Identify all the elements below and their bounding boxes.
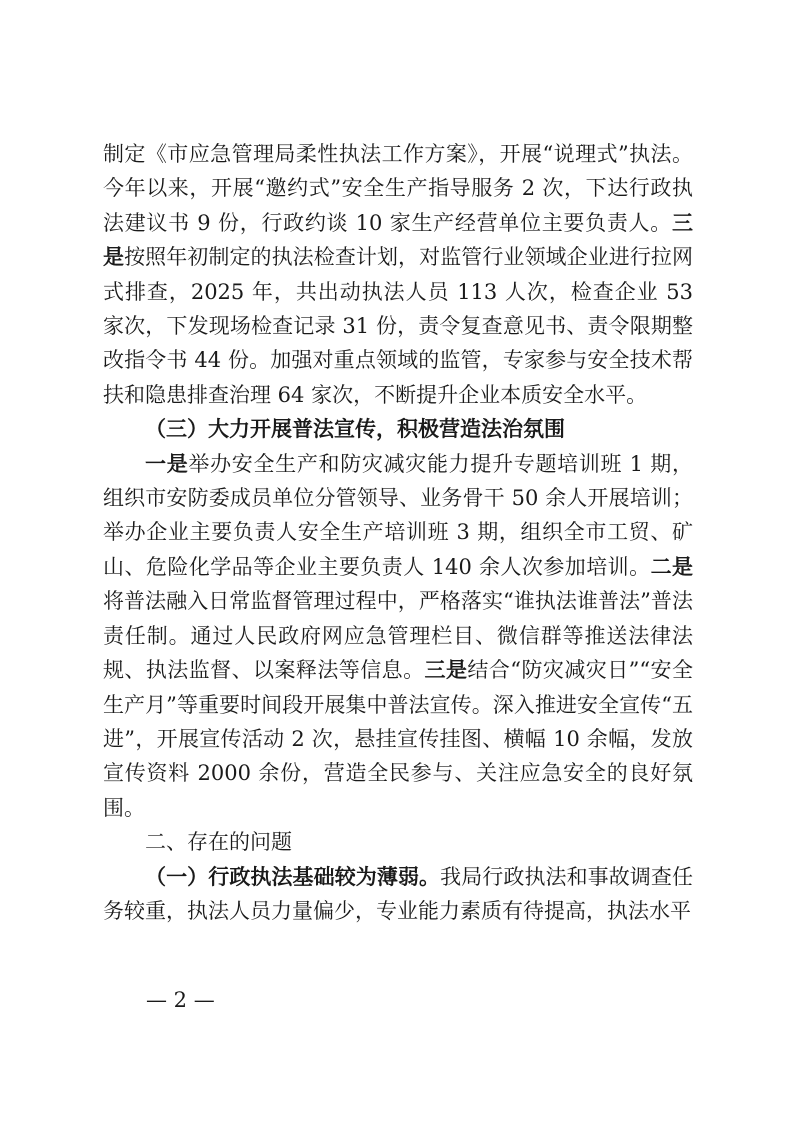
section-heading-problems: 二、存在的问题 <box>145 830 292 855</box>
bold-lead: 三是 <box>424 658 468 683</box>
section-heading-legal-publicity: （三）大力开展普法宣传，积极营造法治氛围 <box>145 417 565 442</box>
body-text <box>103 137 693 928</box>
page-number: — 2 — <box>146 988 215 1012</box>
paragraph-text: 我局行政执法和事故调查任务较重，执法人员力量偏少，专业能力素质有待提高，执法水平 <box>103 864 694 923</box>
bold-lead: （一）行政执法基础较为薄弱。 <box>145 864 441 889</box>
paragraph-text: 结合“防灾减灾日”“安全生产月”等重要时间段开展集中普法宣传。深入推进安全宣传“五进”，开展宣传活动 2 次，悬挂宣传挂图、横幅 10 余幅，发放宣传资料 2000 余份，营造全民参与、关注应急安全的良好氛围。 <box>103 658 693 820</box>
paragraph-text: 举办安全生产和防灾减灾能力提升专题培训班 1 期，组织市安防委成员单位分管领导、业务骨干 50 余人开展培训；举办企业主要负责人安全生产培训班 3 期，组织全市工贸、矿山、危险化学品等企业主要负责人 140 余人次参加培训。 <box>103 451 693 579</box>
paragraph-enforcement-continued <box>103 137 693 412</box>
paragraph-text: 按照年初制定的执法检查计划，对监管行业领域企业进行拉网式排查，2025 年，共出动执法人员 113 人次，检查企业 53 家次，下发现场检查记录 31 份，责令复查意见书、责令限期整改指令书 44 份。加强对重点领域的监管，专家参与安全技术帮扶和隐患排查治理 64 家次，不断提升企业本质安全水平。 <box>103 245 694 407</box>
paragraph-problems <box>103 860 693 929</box>
bold-lead: 一是 <box>145 451 189 476</box>
paragraph-legal-publicity <box>103 447 693 825</box>
paragraph-text: 将普法融入日常监督管理过程中，严格落实“谁执法谁普法”普法责任制。通过人民政府网应急管理栏目、微信群等推送法律法规、执法监督、以案释法等信息。 <box>103 589 693 683</box>
paragraph-text: 制定《市应急管理局柔性执法工作方案》，开展“说理式”执法。今年以来，开展“邀约式”安全生产指导服务 2 次，下达行政执法建议书 9 份，行政约谈 10 家生产经营单位主要负责人。 <box>103 142 693 235</box>
bold-lead: 三是 <box>103 210 693 270</box>
bold-lead: 二是 <box>650 554 694 579</box>
